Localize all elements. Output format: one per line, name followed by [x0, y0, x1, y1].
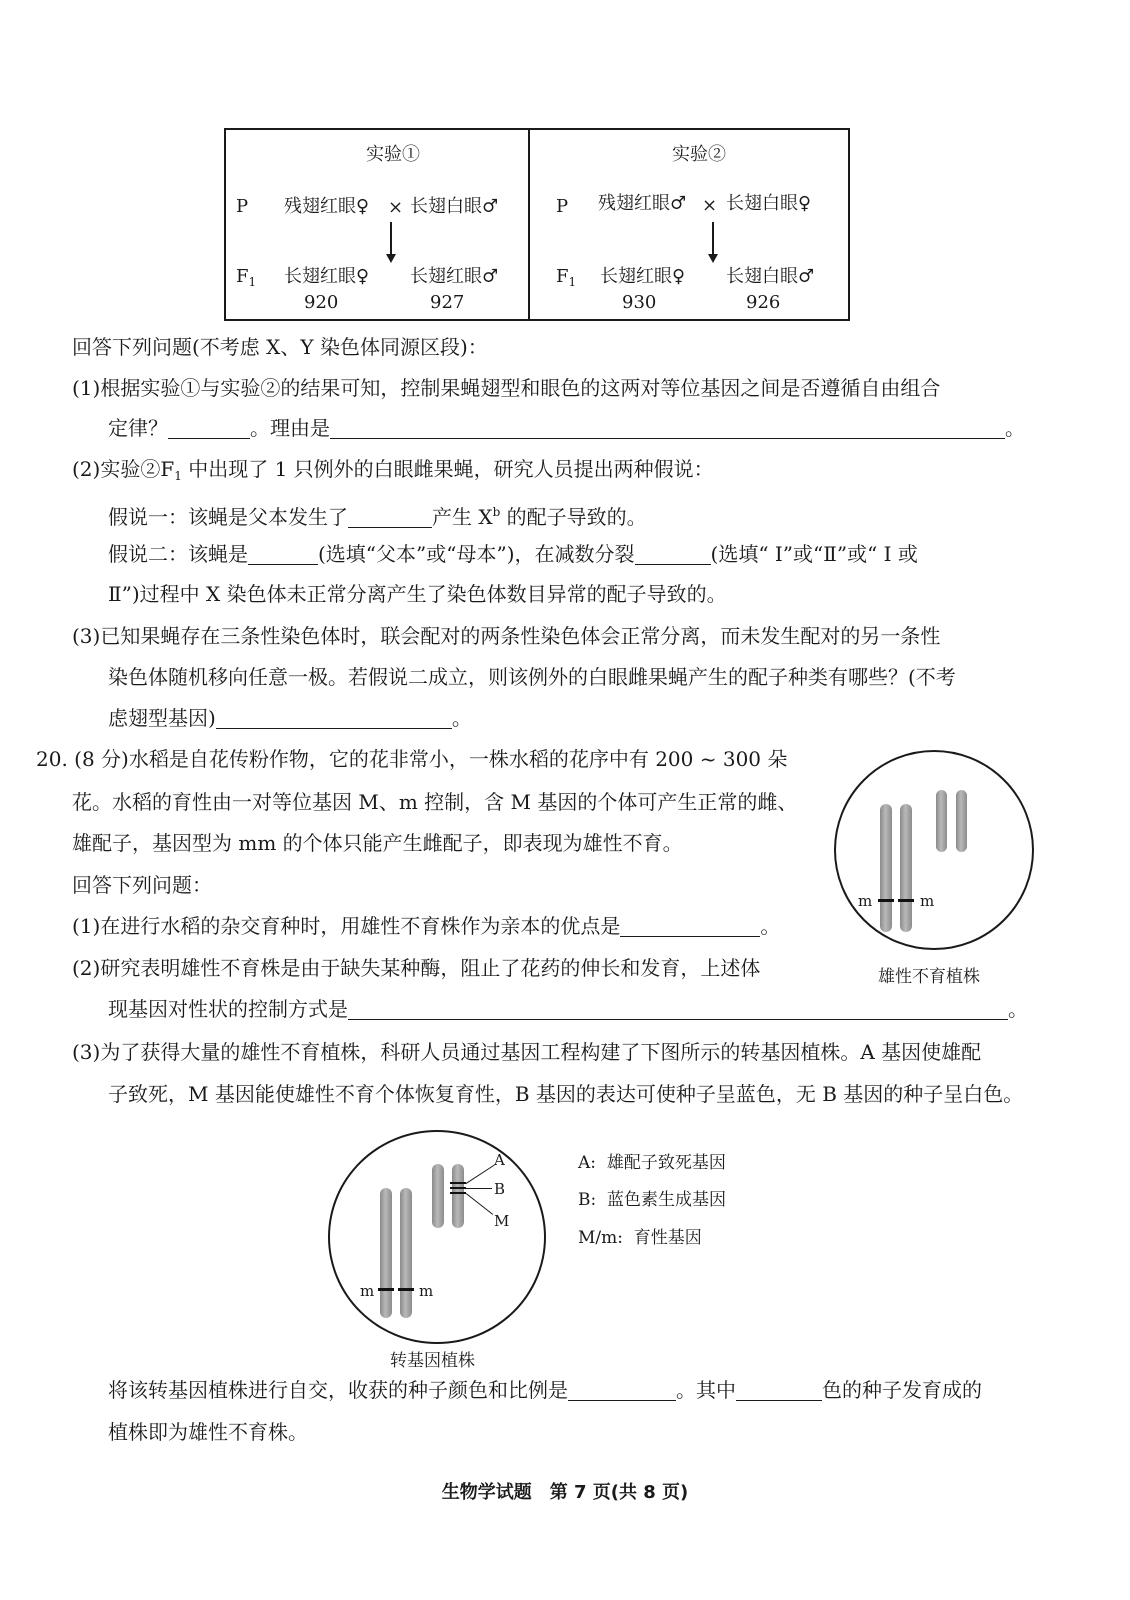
chromosome	[400, 1188, 412, 1318]
exp2-arrow-head	[708, 254, 718, 263]
legend-item-m: M/m: 育性基因	[578, 1228, 702, 1248]
q19-q2-line1: (2)实验$②F_1$ 中出现了 1 只例外的白眼雌果蝇，研究人员提出两种假说：	[72, 457, 714, 483]
chromosome	[452, 1164, 464, 1228]
pointer-b	[466, 1188, 492, 1189]
gene-band-b	[450, 1187, 466, 1189]
exp2-cross: ×	[702, 195, 718, 216]
exp2-p-label: P	[556, 196, 569, 217]
answer-blank[interactable]	[168, 418, 250, 439]
q19-q1-line2: 定律？ 。理由是 。	[108, 416, 1025, 440]
q20-line4: 回答下列问题：	[72, 873, 212, 897]
q20-q3-line3: 将该转基因植株进行自交，收获的种子颜色和比例是 。其中 色的种子发育成的	[108, 1378, 982, 1402]
exp2-p-male: 残翅红眼♂	[598, 193, 687, 214]
exp1-f1-label: $F_1$	[236, 266, 257, 289]
exp1-p-label: P	[236, 196, 249, 217]
gene-band	[878, 899, 894, 902]
exp1-title: 实验①	[366, 144, 420, 165]
gene-label-m: m	[419, 1282, 434, 1300]
q19-q1-line1: (1)根据实验①与实验②的结果可知，控制果蝇翅型和眼色的这两对等位基因之间是否遵循自由组合	[72, 376, 941, 400]
answer-blank[interactable]	[330, 418, 1005, 439]
exp2-f1-a: 长翅红眼♀	[600, 266, 686, 287]
exp1-f1-a-count: 920	[304, 292, 339, 313]
chromosome	[380, 1188, 392, 1318]
exp1-arrow	[390, 222, 392, 256]
pointer-label-m: M	[494, 1212, 510, 1230]
answer-blank[interactable]	[736, 1380, 822, 1401]
q20-q2-line2: 现基因对性状的控制方式是 。	[108, 997, 1028, 1021]
q19-q3-line2: 染色体随机移向任意一极。若假说二成立，则该例外的白眼雌果蝇产生的配子种类有哪些？(不考	[108, 665, 956, 689]
gene-band-a	[450, 1182, 466, 1184]
gene-label-m: m	[920, 892, 935, 910]
exp2-title: 实验②	[672, 144, 726, 165]
figure2-caption: 转基因植株	[390, 1351, 475, 1371]
q20-q3-line4: 植株即为雄性不育株。	[108, 1420, 308, 1444]
gene-band	[398, 1288, 414, 1291]
chromosome	[936, 790, 947, 852]
exp1-arrow-head	[386, 254, 396, 263]
q19-q2-hypothesis2: 假说二：该蝇是 (选填“父本”或“母本”)，在减数分裂 (选填“ Ⅰ”或“Ⅱ”或“ Ⅰ 或	[108, 542, 918, 566]
pointer-label-b: B	[494, 1180, 506, 1198]
legend-item-a: A: 雄配子致死基因	[578, 1153, 726, 1173]
gene-band-m	[450, 1192, 466, 1194]
page-footer: 生物学试题 第 7 页(共 8 页)	[441, 1482, 689, 1503]
exp1-f1-a: 长翅红眼♀	[284, 266, 370, 287]
figure1-caption: 雄性不育植株	[878, 967, 980, 987]
exp1-p-male: 长翅白眼♂	[410, 196, 499, 217]
q19-intro: 回答下列问题(不考虑 X、Y 染色体同源区段)：	[72, 335, 488, 359]
answer-blank[interactable]	[348, 507, 432, 528]
q20-q2-line1: (2)研究表明雄性不育株是由于缺失某种酶，阻止了花药的伸长和发育，上述体	[72, 956, 761, 980]
table-divider	[528, 130, 530, 319]
figure2-cell	[328, 1130, 546, 1344]
q20-line2: 花。水稻的育性由一对等位基因 M、m 控制，含 M 基因的个体可产生正常的雌、	[72, 790, 798, 814]
pointer-label-a: A	[494, 1151, 505, 1169]
answer-blank[interactable]	[568, 1380, 676, 1401]
answer-blank[interactable]	[348, 999, 1008, 1020]
exp1-f1-b: 长翅红眼♂	[410, 266, 499, 287]
exp2-f1-a-count: 930	[622, 292, 657, 313]
legend-item-b: B: 蓝色素生成基因	[578, 1190, 727, 1210]
q19-q3-line3: 虑翅型基因) 。	[108, 706, 472, 730]
q20-q3-line1: (3)为了获得大量的雄性不育植株，科研人员通过基因工程构建了下图所示的转基因植株。A 基因使雄配	[72, 1040, 982, 1064]
exp1-f1-b-count: 927	[430, 292, 465, 313]
exp2-f1-b: 长翅白眼♂	[726, 266, 815, 287]
chromosome	[900, 804, 912, 932]
q19-q2-hypothesis1: 假说一：该蝇是父本发生了 产生 $X^b$ 的配子导致的。	[108, 505, 647, 529]
q19-q3-line1: (3)已知果蝇存在三条性染色体时，联会配对的两条性染色体会正常分离，而未发生配对的另一条性	[72, 624, 941, 648]
q20-q1: (1)在进行水稻的杂交育种时，用雄性不育株作为亲本的优点是 。	[72, 914, 781, 938]
chromosome	[880, 804, 892, 932]
exp2-p-female: 长翅白眼♀	[726, 193, 812, 214]
exp1-cross: ×	[388, 197, 404, 218]
q20-line3: 雄配子，基因型为 mm 的个体只能产生雌配子，即表现为雄性不育。	[72, 831, 683, 855]
exp2-f1-label: $F_1$	[556, 266, 577, 289]
answer-blank[interactable]	[635, 544, 711, 565]
exp2-arrow	[712, 222, 714, 256]
gene-band	[898, 899, 914, 902]
q20-line1: 20. (8 分)水稻是自花传粉作物，它的花非常小，一株水稻的花序中有 200 ~ 300 朵	[36, 747, 788, 771]
gene-label-m: m	[360, 1282, 375, 1300]
exp2-f1-b-count: 926	[746, 292, 781, 313]
exp1-p-female: 残翅红眼♀	[284, 196, 370, 217]
pointer-m	[466, 1193, 494, 1215]
gene-label-m: m	[858, 892, 873, 910]
experiment-table	[224, 128, 850, 321]
chromosome	[956, 790, 967, 852]
q20-q3-line2: 子致死，M 基因能使雄性不育个体恢复育性，B 基因的表达可使种子呈蓝色，无 B 基因的种子呈白色。	[108, 1082, 1024, 1106]
chromosome	[432, 1164, 444, 1228]
gene-band	[378, 1288, 394, 1291]
q19-q2-hypothesis2-cont: Ⅱ”)过程中 X 染色体未正常分离产生了染色体数目异常的配子导致的。	[108, 582, 727, 606]
answer-blank[interactable]	[620, 916, 760, 937]
answer-blank[interactable]	[216, 708, 452, 729]
answer-blank[interactable]	[248, 544, 318, 565]
pointer-a	[466, 1165, 495, 1185]
figure1-cell	[834, 750, 1034, 950]
